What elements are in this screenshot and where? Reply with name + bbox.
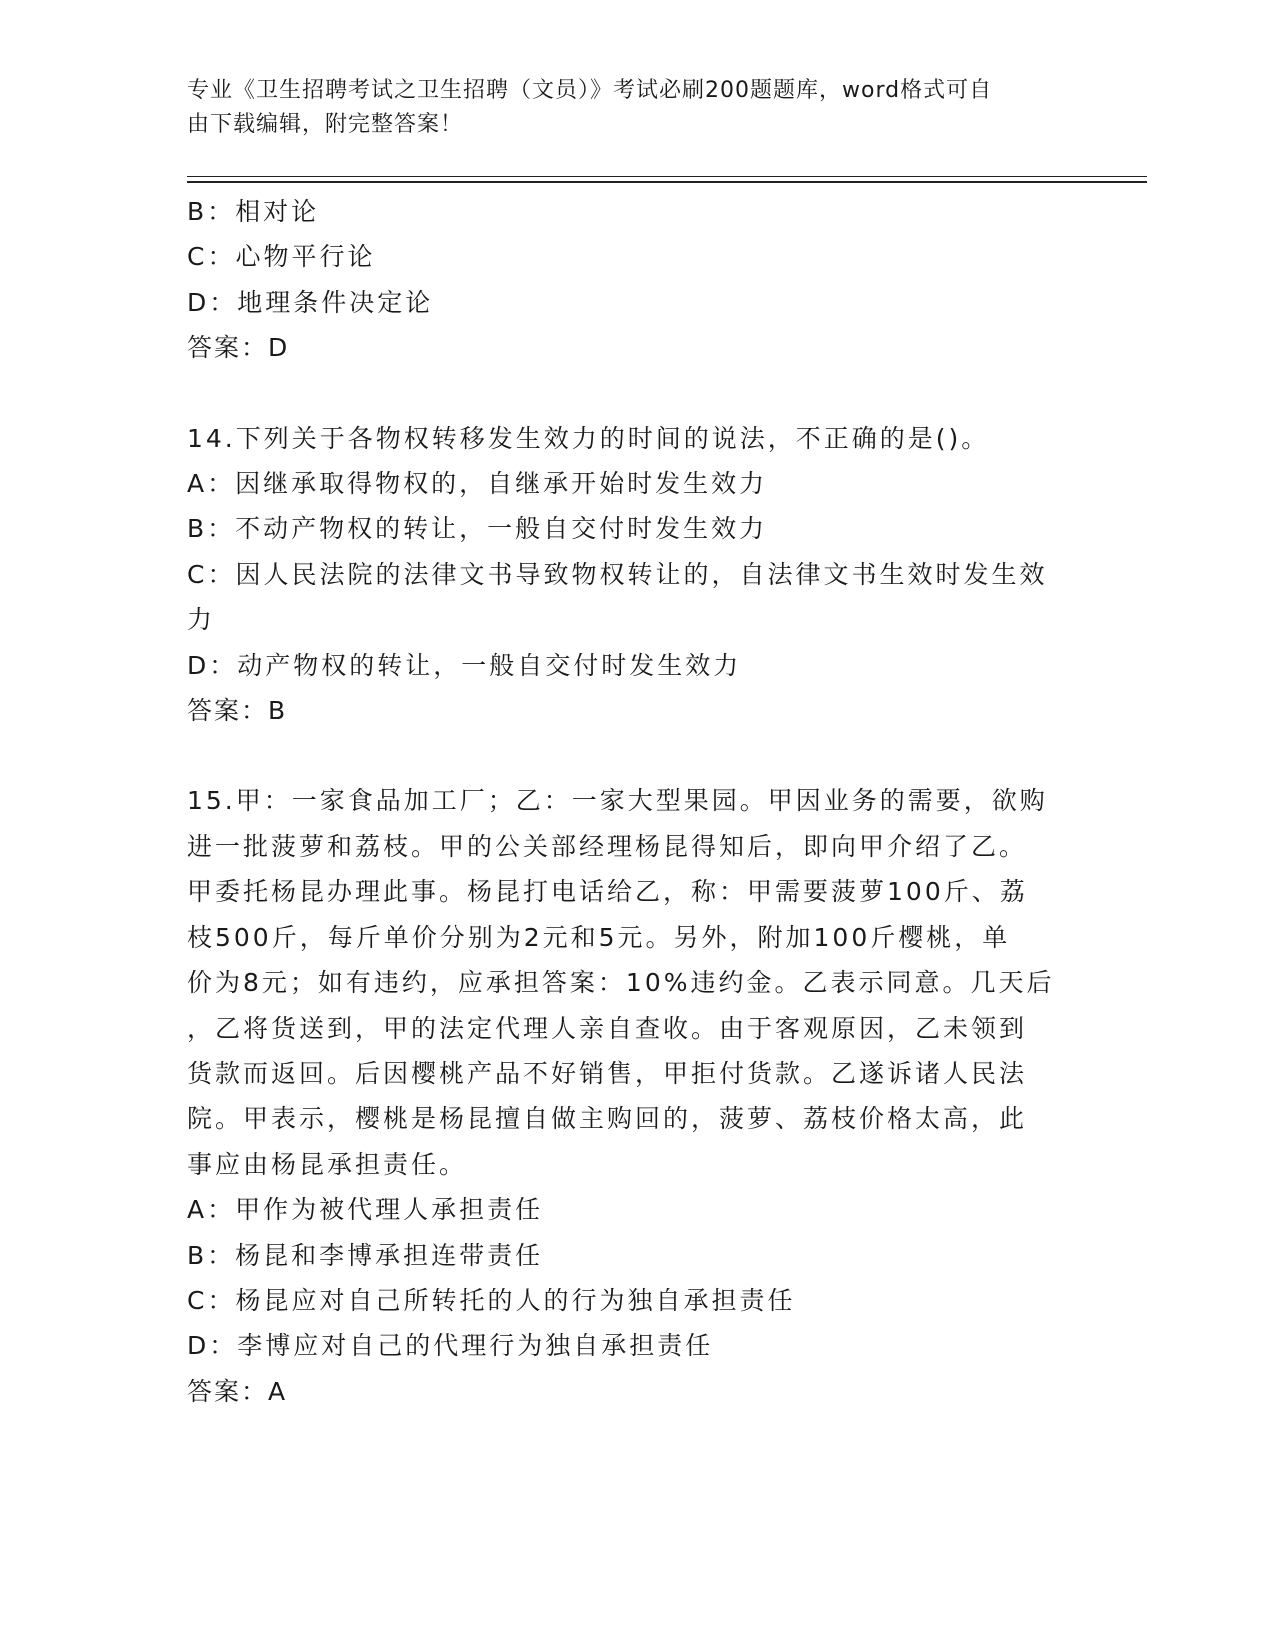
header-divider-thin: [187, 176, 1147, 177]
header-line-2: 由下载编辑，附完整答案！: [187, 112, 464, 137]
option-c: C：杨昆应对自己所转托的人的行为独自承担责任: [187, 1285, 796, 1315]
question-stem-line: 进一批菠萝和荔枝。甲的公关部经理杨昆得知后，即向甲介绍了乙。: [187, 831, 1028, 861]
question-13-tail: [187, 189, 1087, 371]
option-b: B：相对论: [187, 197, 320, 226]
question-stem-line: 院。甲表示，樱桃是杨昆擅自做主购回的，菠萝、荔枝价格太高，此: [187, 1104, 1028, 1134]
question-stem-line: 价为8元；如有违约，应承担答案：10%违约金。乙表示同意。几天后: [187, 968, 1055, 998]
question-stem-line: 枝500斤，每斤单价分别为2元和5元。另外，附加100斤樱桃，单: [187, 922, 1011, 952]
question-14: [187, 416, 1087, 734]
option-d: D：李博应对自己的代理行为独自承担责任: [187, 1331, 714, 1361]
answer-line: 答案：A: [187, 1376, 288, 1406]
question-stem-line: 15.甲：一家食品加工厂；乙：一家大型果园。甲因业务的需要，欲购: [187, 786, 1048, 816]
option-c: C：心物平行论: [187, 242, 376, 272]
option-c: C：因人民法院的法律文书导致物权转让的，自法律文书生效时发生效: [187, 559, 1048, 589]
document-body: [187, 189, 1087, 1414]
question-stem-line: ，乙将货送到，甲的法定代理人亲自查收。由于客观原因，乙未领到: [187, 1013, 1028, 1043]
question-stem-line: 事应由杨昆承担责任。: [187, 1149, 468, 1179]
option-d: D：动产物权的转让，一般自交付时发生效力: [187, 650, 742, 680]
option-b: B：不动产物权的转让，一般自交付时发生效力: [187, 514, 768, 544]
spacer: [187, 371, 1087, 416]
option-b: B：杨昆和李博承担连带责任: [187, 1240, 544, 1270]
document-header: [187, 74, 1087, 142]
answer-line: 答案：B: [187, 696, 288, 726]
question-stem-line: 甲委托杨昆办理此事。杨昆打电话给乙，称：甲需要菠萝100斤、荔: [187, 877, 1028, 907]
header-divider-thick: [187, 181, 1147, 183]
option-a: A：甲作为被代理人承担责任: [187, 1195, 544, 1225]
question-stem-line: 货款而返回。后因樱桃产品不好销售，甲拒付货款。乙遂诉诸人民法: [187, 1058, 1028, 1088]
answer-line: 答案：D: [187, 333, 290, 363]
option-d: D：地理条件决定论: [187, 287, 434, 317]
question-stem: 14.下列关于各物权转移发生效力的时间的说法，不正确的是()。: [187, 423, 990, 453]
spacer: [187, 733, 1087, 778]
option-c-continued: 力: [187, 605, 216, 635]
header-line-1: 专业《卫生招聘考试之卫生招聘（文员）》考试必刷200题题库，word格式可自: [187, 78, 993, 103]
option-a: A：因继承取得物权的，自继承开始时发生效力: [187, 469, 768, 499]
question-15: [187, 778, 1087, 1414]
